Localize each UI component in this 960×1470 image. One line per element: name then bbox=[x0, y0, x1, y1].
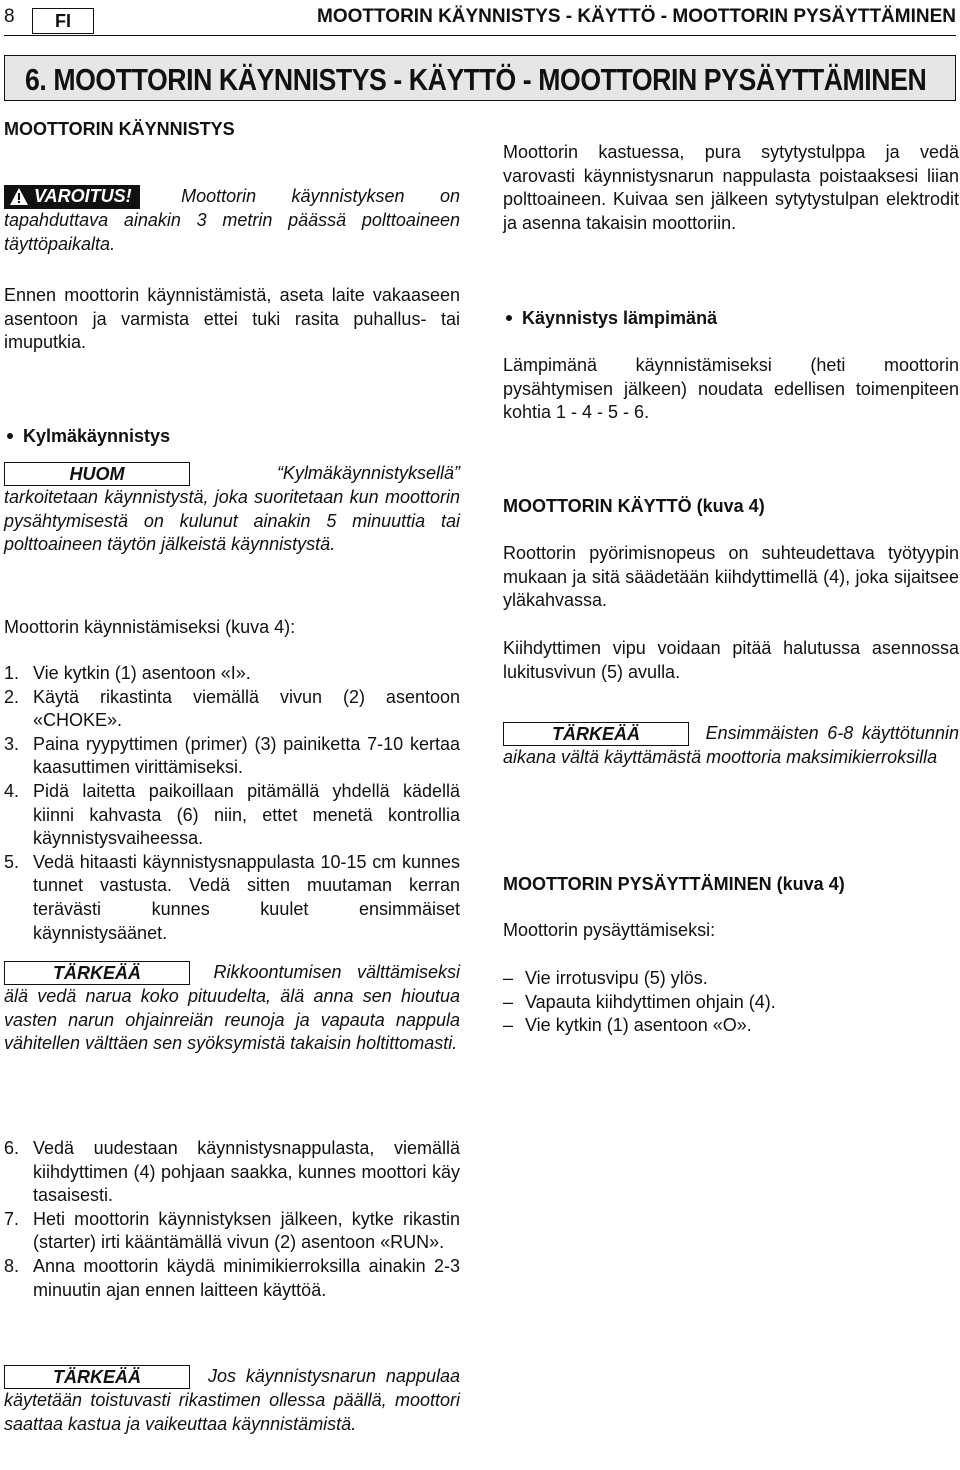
important-block-3 bbox=[503, 722, 959, 770]
start-heading: MOOTTORIN KÄYNNISTYS bbox=[4, 119, 235, 139]
intro-paragraph: Ennen moottorin käynnistämistä, aseta laite vakaaseen asentoon ja varmista ettei tuki rasita puhallus- tai imuputkia. bbox=[4, 285, 460, 353]
list-item: 4. Pidä laitetta paikoillaan pitämällä yhdellä kädellä kiinni kahvasta (6) niin, ettet menetä kontrollia käynnistysvaiheessa. bbox=[4, 780, 460, 849]
note-label: HUOM bbox=[4, 462, 190, 486]
list-item: – Vie kytkin (1) asentoon «O». bbox=[503, 1015, 752, 1036]
start-steps bbox=[4, 662, 460, 945]
note-text: “Kylmäkäynnistyksellä” tarkoitetaan käynnistystä, joka suoritetaan kun moottorin pysähtymisestä on kulunut ainakin 5 minuuttia tai polttoaineen täytön jälkeistä käynnistystä. bbox=[4, 463, 460, 555]
important-label: TÄRKEÄÄ bbox=[4, 961, 190, 985]
list-item: – Vapauta kiihdyttimen ohjain (4). bbox=[503, 991, 776, 1012]
warning-triangle-icon bbox=[10, 188, 28, 205]
bullet-dot bbox=[506, 315, 512, 321]
list-item: 3. Paina ryypyttimen (primer) (3) painiketta 7-10 kertaa kaasuttimen virittämiseksi. bbox=[4, 733, 460, 778]
left-column bbox=[4, 118, 460, 142]
start-intro: Moottorin käynnistämiseksi (kuva 4): bbox=[4, 617, 296, 637]
use-heading: MOOTTORIN KÄYTTÖ (kuva 4) bbox=[503, 496, 765, 516]
running-title: MOOTTORIN KÄYNNISTYS - KÄYTTÖ - MOOTTORIN PYSÄYTTÄMINEN bbox=[317, 6, 956, 27]
stop-heading: MOOTTORIN PYSÄYTTÄMINEN (kuva 4) bbox=[503, 874, 845, 894]
important-block-2 bbox=[4, 1365, 460, 1436]
list-item: 8. Anna moottorin käydä minimikierroksilla ainakin 2-3 minuutin ajan ennen laitteen käyttöä. bbox=[4, 1255, 460, 1300]
use-paragraph-2: Kiihdyttimen vipu voidaan pitää halutussa asennossa lukitusvivun (5) avulla. bbox=[503, 638, 959, 682]
section-title: 6. MOOTTORIN KÄYNNISTYS - KÄYTTÖ - MOOTTORIN PYSÄYTTÄMINEN bbox=[25, 62, 927, 97]
list-item: 2. Käytä rikastinta viemällä vivun (2) asentoon «CHOKE». bbox=[4, 686, 460, 731]
use-paragraph-1: Roottorin pyörimisnopeus on suhteudettava työtyypin mukaan ja sitä säädetään kiihdyttimellä (4), joka sijaitsee yläkahvassa. bbox=[503, 543, 959, 611]
warm-start-heading: Käynnistys lämpimänä bbox=[522, 308, 718, 328]
warning-label: VAROITUS! bbox=[4, 185, 140, 209]
list-item: 6. Vedä uudestaan käynnistysnappulasta, viemällä kiihdyttimen (4) pohjaan saakka, kunnes moottori käy tasaisesti. bbox=[4, 1138, 460, 1206]
warm-start-paragraph: Lämpimänä käynnistämiseksi (heti moottorin pysähtymisen jälkeen) noudata edellisen toimenpiteen kohtia 1 - 4 - 5 - 6. bbox=[503, 355, 959, 423]
warning-block bbox=[4, 185, 460, 256]
list-item: 1. Vie kytkin (1) asentoon «I». bbox=[4, 663, 251, 683]
list-item: 5. Vedä hitaasti käynnistysnappulasta 10-15 cm kunnes tunnet vastusta. Vedä sitten muutaman kerran terävästi kunnes kuulet ensimmäiset käynnistysäänet. bbox=[4, 851, 460, 943]
important-text: Jos käynnistysnarun nappulaa käytetään toistuvasti rikastimen ollessa päällä, moottori saattaa kastua ja vaikeuttaa käynnistämistä. bbox=[4, 1366, 460, 1434]
cold-start-heading: Kylmäkäynnistys bbox=[23, 426, 171, 446]
page-number: 8 bbox=[4, 6, 15, 27]
warning-text: Moottorin käynnistyksen on tapahduttava ainakin 3 metrin päässä polttoaineen täyttöpaikalta. bbox=[4, 186, 460, 254]
important-text: Rikkoontumisen välttämiseksi älä vedä narua koko pituudelta, älä anna sen hioutua vasten narun ohjainreiän reunoja ja vapauta nappula vähitellen välttäen sen syöksymistä takaisin holtittomasti. bbox=[4, 962, 460, 1054]
important-text: Ensimmäisten 6-8 käyttötunnin aikana vältä käyttämästä moottoria maksimikierroksilla bbox=[503, 723, 959, 767]
language-badge: FI bbox=[32, 8, 94, 34]
important-label: TÄRKEÄÄ bbox=[503, 722, 689, 746]
important-label: TÄRKEÄÄ bbox=[4, 1365, 190, 1389]
bullet-dot bbox=[7, 433, 13, 439]
right-column bbox=[503, 141, 959, 235]
list-item: – Vie irrotusvipu (5) ylös. bbox=[503, 968, 708, 988]
important-block-1 bbox=[4, 961, 460, 1056]
section-title-banner bbox=[4, 55, 956, 101]
start-steps-continued bbox=[4, 1137, 460, 1302]
stop-list bbox=[503, 967, 959, 1038]
note-block bbox=[4, 462, 460, 557]
header-rule bbox=[4, 35, 956, 36]
flooded-paragraph: Moottorin kastuessa, pura sytytystulppa ja vedä varovasti käynnistysnarun nappulasta poistaaksesi liian polttoaineen. Kuivaa sen jälkeen sytytystulpan elektrodit ja asenna takaisin moottoriin. bbox=[503, 142, 959, 233]
stop-intro: Moottorin pysäyttämiseksi: bbox=[503, 920, 716, 940]
list-item: 7. Heti moottorin käynnistyksen jälkeen, kytke rikastin (starter) irti kääntämällä vivun (2) asentoon «RUN». bbox=[4, 1208, 460, 1253]
